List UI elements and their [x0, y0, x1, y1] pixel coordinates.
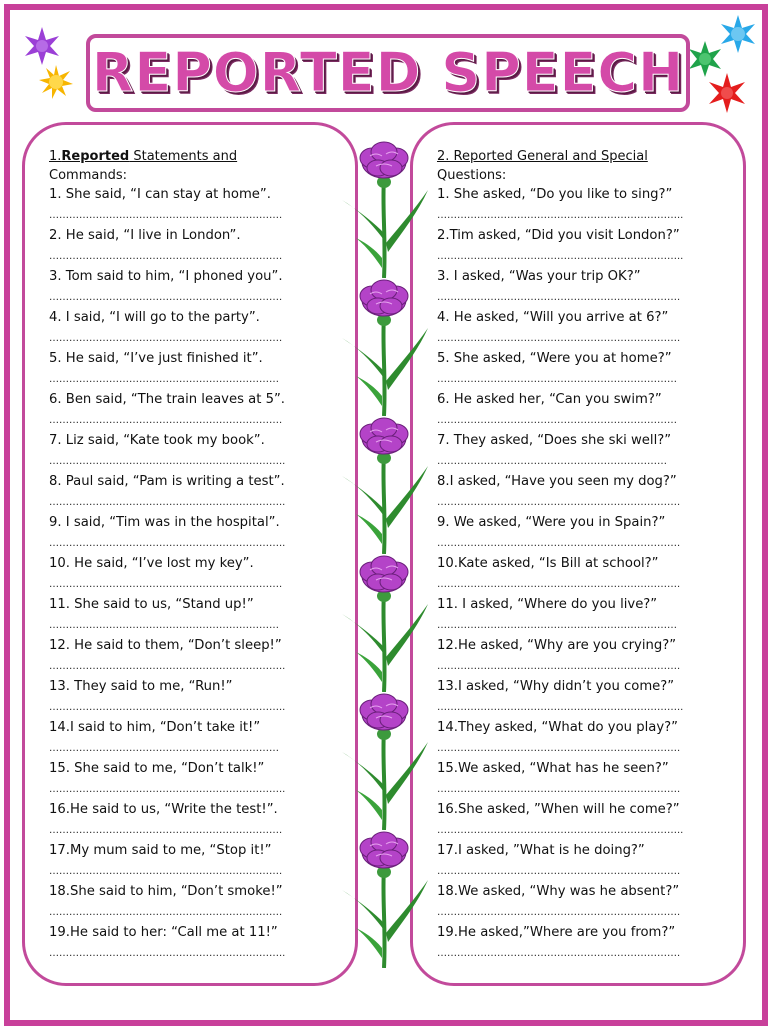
- answer-line[interactable]: …………………………………………………………….: [49, 291, 283, 303]
- answer-line[interactable]: ……………………………………………………………….: [437, 332, 681, 344]
- exercise-sentence: 9. We asked, “Were you in Spain?”: [437, 515, 666, 530]
- exercise-sentence: 12.He asked, “Why are you crying?”: [437, 638, 677, 653]
- questions-heading: [437, 147, 733, 185]
- exercise-sentence: 1. She asked, “Do you like to sing?”: [437, 187, 673, 202]
- answer-line[interactable]: ………………………………………………………………..: [437, 701, 684, 713]
- exercise-sentence: 17.My mum said to me, “Stop it!”: [49, 843, 272, 858]
- answer-line[interactable]: ……………………………………………………………..: [49, 783, 286, 795]
- answer-line[interactable]: ……………………………………………………………….: [437, 537, 681, 549]
- answer-line[interactable]: ……………………………………………………………: [437, 455, 667, 467]
- carnation-flower-icon: [334, 828, 434, 968]
- exercise-sentence: 19.He asked,”Where are you from?”: [437, 925, 676, 940]
- answer-line[interactable]: ………………………………………………………………: [437, 619, 677, 631]
- exercise-sentence: 12. He said to them, “Don’t sleep!”: [49, 638, 282, 653]
- carnation-flower-icon: [334, 414, 434, 554]
- carnation-flower-icon: [334, 276, 434, 416]
- heading-underlined-word: Reported: [61, 149, 130, 164]
- exercise-sentence: 5. He said, “I’ve just finished it”.: [49, 351, 263, 366]
- exercise-sentence: 16.She asked, ”When will he come?”: [437, 802, 680, 817]
- answer-line[interactable]: ………………………………………………………………: [437, 373, 677, 385]
- exercise-sentence: 2.Tim asked, “Did you visit London?”: [437, 228, 680, 243]
- answer-line[interactable]: ……………………………………………………………..: [49, 947, 286, 959]
- exercise-sentence: 13. They said to me, “Run!”: [49, 679, 233, 694]
- page-title: REPORTED SPEECH: [91, 41, 685, 104]
- answer-line[interactable]: ……………………………………………………………: [49, 373, 279, 385]
- exercise-sentence: 14.I said to him, “Don’t take it!”: [49, 720, 261, 735]
- heading-rest: Statements and: [129, 149, 238, 164]
- statements-panel: [22, 122, 358, 986]
- exercise-sentence: 1. She said, “I can stay at home”.: [49, 187, 271, 202]
- answer-line[interactable]: ………………………………………………………………..: [437, 209, 684, 221]
- heading-number: 1.: [49, 149, 62, 164]
- answer-line[interactable]: ………………………………………………………………..: [437, 250, 684, 262]
- carnation-flower-icon: [334, 138, 434, 278]
- exercise-sentence: 3. Tom said to him, “I phoned you”.: [49, 269, 283, 284]
- red-star-icon: [706, 72, 748, 114]
- heading-line2: Questions:: [437, 168, 507, 183]
- exercise-sentence: 4. He asked, “Will you arrive at 6?”: [437, 310, 669, 325]
- exercise-sentence: 14.They asked, “What do you play?”: [437, 720, 678, 735]
- exercise-sentence: 13.I asked, “Why didn’t you come?”: [437, 679, 675, 694]
- exercise-sentence: 17.I asked, ”What is he doing?”: [437, 843, 645, 858]
- exercise-sentence: 10. He said, “I’ve lost my key”.: [49, 556, 254, 571]
- answer-line[interactable]: ……………………………………………………………….: [437, 906, 681, 918]
- exercise-sentence: 4. I said, “I will go to the party”.: [49, 310, 260, 325]
- exercise-sentence: 6. He asked her, “Can you swim?”: [437, 392, 662, 407]
- answer-line[interactable]: ……………………………………………………………….: [437, 496, 681, 508]
- answer-line[interactable]: ……………………………………………………………….: [437, 660, 681, 672]
- exercise-sentence: 10.Kate asked, “Is Bill at school?”: [437, 556, 659, 571]
- purple-star-icon: [22, 26, 62, 66]
- exercise-sentence: 9. I said, “Tim was in the hospital”.: [49, 515, 280, 530]
- answer-line[interactable]: ……………………………………………………………….: [437, 742, 681, 754]
- answer-line[interactable]: ……………………………………………………………..: [49, 537, 286, 549]
- statements-heading: [49, 147, 345, 185]
- answer-line[interactable]: ……………………………………………………………..: [49, 660, 286, 672]
- blue-star-icon: [718, 14, 758, 54]
- answer-line[interactable]: ……………………………………………………………..: [49, 455, 286, 467]
- exercise-sentence: 8. Paul said, “Pam is writing a test”.: [49, 474, 285, 489]
- answer-line[interactable]: ……………………………………………………………….: [437, 291, 681, 303]
- answer-line[interactable]: …………………………………………………………….: [49, 578, 283, 590]
- exercise-sentence: 18.We asked, “Why was he absent?”: [437, 884, 680, 899]
- answer-line[interactable]: ………………………………………………………………..: [437, 824, 684, 836]
- exercise-sentence: 19.He said to her: “Call me at 11!”: [49, 925, 278, 940]
- answer-line[interactable]: …………………………………………………………….: [49, 209, 283, 221]
- answer-line[interactable]: ……………………………………………………………….: [437, 947, 681, 959]
- exercise-sentence: 8.I asked, “Have you seen my dog?”: [437, 474, 677, 489]
- answer-line[interactable]: …………………………………………………………….: [49, 332, 283, 344]
- answer-line[interactable]: ……………………………………………………………..: [49, 496, 286, 508]
- exercise-sentence: 5. She asked, “Were you at home?”: [437, 351, 672, 366]
- answer-line[interactable]: ……………………………………………………………….: [437, 578, 681, 590]
- answer-line[interactable]: ……………………………………………………………….: [437, 865, 681, 877]
- answer-line[interactable]: ……………………………………………………………..: [49, 701, 286, 713]
- exercise-sentence: 7. Liz said, “Kate took my book”.: [49, 433, 265, 448]
- flower-vine: [334, 138, 434, 978]
- exercise-sentence: 7. They asked, “Does she ski well?”: [437, 433, 672, 448]
- answer-line[interactable]: ……………………………………………………………: [49, 619, 279, 631]
- exercise-sentence: 15.We asked, “What has he seen?”: [437, 761, 669, 776]
- exercise-sentence: 18.She said to him, “Don’t smoke!”: [49, 884, 283, 899]
- answer-line[interactable]: …………………………………………………………….: [49, 250, 283, 262]
- answer-line[interactable]: ………………………………………………………………: [437, 414, 677, 426]
- exercise-sentence: 6. Ben said, “The train leaves at 5”.: [49, 392, 285, 407]
- exercise-sentence: 15. She said to me, “Don’t talk!”: [49, 761, 265, 776]
- yellow-sun-icon: [38, 64, 74, 100]
- exercise-sentence: 11. I asked, “Where do you live?”: [437, 597, 658, 612]
- statements-content: [49, 147, 345, 964]
- questions-panel: [410, 122, 746, 986]
- answer-line[interactable]: …………………………………………………………….: [49, 414, 283, 426]
- answer-line[interactable]: ……………………………………………………………: [49, 742, 279, 754]
- answer-line[interactable]: …………………………………………………………….: [49, 865, 283, 877]
- answer-line[interactable]: ……………………………………………………………….: [437, 783, 681, 795]
- carnation-flower-icon: [334, 690, 434, 830]
- questions-content: [437, 147, 733, 964]
- carnation-flower-icon: [334, 552, 434, 692]
- heading-line2: Commands:: [49, 168, 127, 183]
- exercise-sentence: 11. She said to us, “Stand up!”: [49, 597, 254, 612]
- exercise-sentence: 2. He said, “I live in London”.: [49, 228, 241, 243]
- title-banner: [86, 34, 690, 112]
- exercise-sentence: 16.He said to us, “Write the test!”.: [49, 802, 278, 817]
- answer-line[interactable]: …………………………………………………………….: [49, 906, 283, 918]
- heading-line1: 2. Reported General and Special: [437, 149, 648, 164]
- answer-line[interactable]: …………………………………………………………….: [49, 824, 283, 836]
- exercise-sentence: 3. I asked, “Was your trip OK?”: [437, 269, 641, 284]
